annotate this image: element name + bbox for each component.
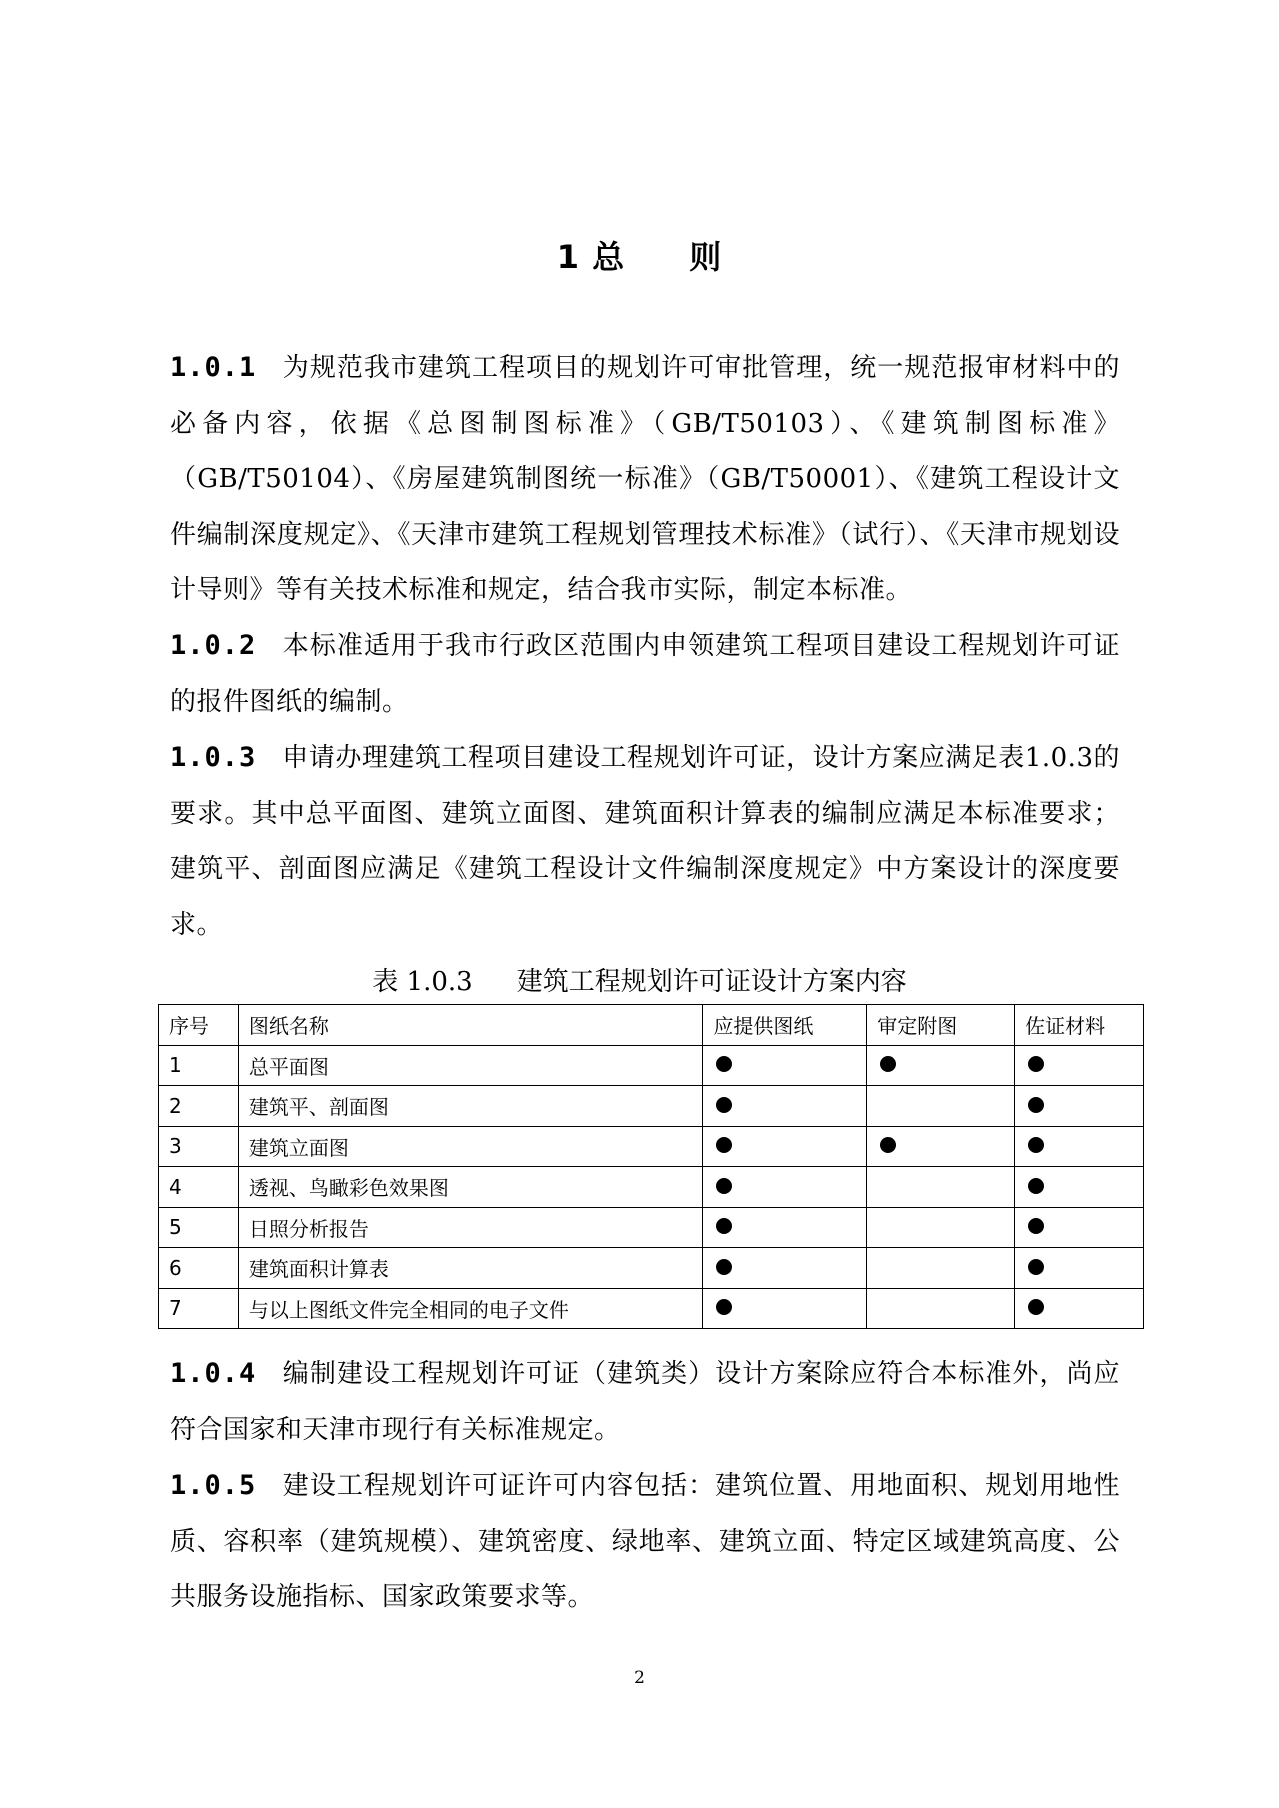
clause-text: 为规范我市建筑工程项目的规划许可审批管理，统一规范报审材料中的必备内容，依据《总图制图标准》（GB/T50103）、《建筑制图标准》（GB/T50104）、《房屋建筑制图统一标准》（GB/T50001）、《建筑工程设计文件编制深度规定》、《天津市建筑工程规划管理技术标准》（试行）、《天津市规划设计导则》等有关技术标准和规定，结合我市实际，制定本标准。	[170, 353, 1120, 605]
filled-circle-icon	[1028, 1178, 1044, 1194]
filled-circle-icon	[1028, 1097, 1044, 1113]
chapter-title	[0, 232, 1279, 282]
cell-index: 2	[159, 1086, 239, 1127]
clause-number: 1.0.2	[170, 630, 257, 661]
cell-approved	[867, 1126, 1015, 1167]
filled-circle-icon	[1028, 1299, 1044, 1315]
chapter-word-1: 总	[592, 238, 626, 276]
header-provide: 应提供图纸	[703, 1005, 867, 1046]
cell-provide	[703, 1086, 867, 1127]
chapter-word-2: 则	[689, 238, 723, 276]
table-row	[159, 1086, 1144, 1127]
cell-evidence	[1015, 1288, 1144, 1329]
cell-provide	[703, 1248, 867, 1289]
clause-1-0-2	[170, 618, 1120, 730]
header-approved: 审定附图	[867, 1005, 1015, 1046]
cell-drawing-name: 日照分析报告	[238, 1207, 703, 1248]
filled-circle-icon	[716, 1299, 732, 1315]
page-number: 2	[634, 1668, 645, 1688]
table-row	[159, 1126, 1144, 1167]
clause-text: 建设工程规划许可证许可内容包括：建筑位置、用地面积、规划用地性质、容积率（建筑规模）、建筑密度、绿地率、建筑立面、特定区域建筑高度、公共服务设施指标、国家政策要求等。	[170, 1471, 1120, 1612]
cell-drawing-name: 建筑立面图	[238, 1126, 703, 1167]
cell-approved	[867, 1207, 1015, 1248]
clause-1-0-5	[170, 1458, 1120, 1626]
table-caption-title: 建筑工程规划许可证设计方案内容	[516, 967, 907, 997]
filled-circle-icon	[716, 1259, 732, 1275]
header-drawing-name: 图纸名称	[238, 1005, 703, 1046]
cell-index: 6	[159, 1248, 239, 1289]
clause-number: 1.0.4	[170, 1358, 257, 1389]
cell-drawing-name: 建筑面积计算表	[238, 1248, 703, 1289]
table-row	[159, 1207, 1144, 1248]
filled-circle-icon	[1028, 1056, 1044, 1072]
clause-1-0-3	[170, 730, 1120, 953]
clause-number: 1.0.3	[170, 742, 257, 773]
table-row	[159, 1167, 1144, 1208]
cell-provide	[703, 1288, 867, 1329]
cell-approved	[867, 1045, 1015, 1086]
cell-index: 1	[159, 1045, 239, 1086]
clause-1-0-1	[170, 340, 1120, 619]
cell-approved	[867, 1288, 1015, 1329]
filled-circle-icon	[1028, 1137, 1044, 1153]
cell-provide	[703, 1045, 867, 1086]
filled-circle-icon	[1028, 1259, 1044, 1275]
cell-approved	[867, 1086, 1015, 1127]
cell-evidence	[1015, 1086, 1144, 1127]
cell-evidence	[1015, 1167, 1144, 1208]
cell-index: 5	[159, 1207, 239, 1248]
cell-provide	[703, 1167, 867, 1208]
cell-index: 7	[159, 1288, 239, 1329]
clause-text: 编制建设工程规划许可证（建筑类）设计方案除应符合本标准外，尚应符合国家和天津市现行有关标准规定。	[170, 1359, 1120, 1445]
table-row	[159, 1288, 1144, 1329]
filled-circle-icon	[716, 1218, 732, 1234]
table-row	[159, 1045, 1144, 1086]
chapter-number: 1	[556, 238, 581, 276]
table-row	[159, 1248, 1144, 1289]
clause-text: 本标准适用于我市行政区范围内申领建筑工程项目建设工程规划许可证的报件图纸的编制。	[170, 631, 1120, 717]
table-caption-number: 表 1.0.3	[372, 967, 473, 997]
cell-evidence	[1015, 1045, 1144, 1086]
clause-number: 1.0.5	[170, 1470, 257, 1501]
header-evidence: 佐证材料	[1015, 1005, 1144, 1046]
cell-evidence	[1015, 1207, 1144, 1248]
cell-approved	[867, 1248, 1015, 1289]
table-caption	[0, 962, 1279, 1002]
clause-number: 1.0.1	[170, 352, 257, 383]
cell-evidence	[1015, 1248, 1144, 1289]
filled-circle-icon	[880, 1137, 896, 1153]
table-header-row	[159, 1005, 1144, 1046]
filled-circle-icon	[716, 1097, 732, 1113]
cell-index: 3	[159, 1126, 239, 1167]
cell-provide	[703, 1207, 867, 1248]
cell-drawing-name: 建筑平、剖面图	[238, 1086, 703, 1127]
cell-index: 4	[159, 1167, 239, 1208]
filled-circle-icon	[880, 1056, 896, 1072]
cell-approved	[867, 1167, 1015, 1208]
cell-drawing-name: 与以上图纸文件完全相同的电子文件	[238, 1288, 703, 1329]
clause-text: 申请办理建筑工程项目建设工程规划许可证，设计方案应满足表1.0.3的要求。其中总平面图、建筑立面图、建筑面积计算表的编制应满足本标准要求；建筑平、剖面图应满足《建筑工程设计文件编制深度规定》中方案设计的深度要求。	[170, 743, 1120, 940]
filled-circle-icon	[716, 1056, 732, 1072]
filled-circle-icon	[1028, 1218, 1044, 1234]
clause-1-0-4	[170, 1346, 1120, 1458]
filled-circle-icon	[716, 1137, 732, 1153]
cell-drawing-name: 总平面图	[238, 1045, 703, 1086]
filled-circle-icon	[716, 1178, 732, 1194]
cell-provide	[703, 1126, 867, 1167]
header-index: 序号	[159, 1005, 239, 1046]
design-content-table	[158, 1004, 1144, 1329]
cell-drawing-name: 透视、鸟瞰彩色效果图	[238, 1167, 703, 1208]
cell-evidence	[1015, 1126, 1144, 1167]
